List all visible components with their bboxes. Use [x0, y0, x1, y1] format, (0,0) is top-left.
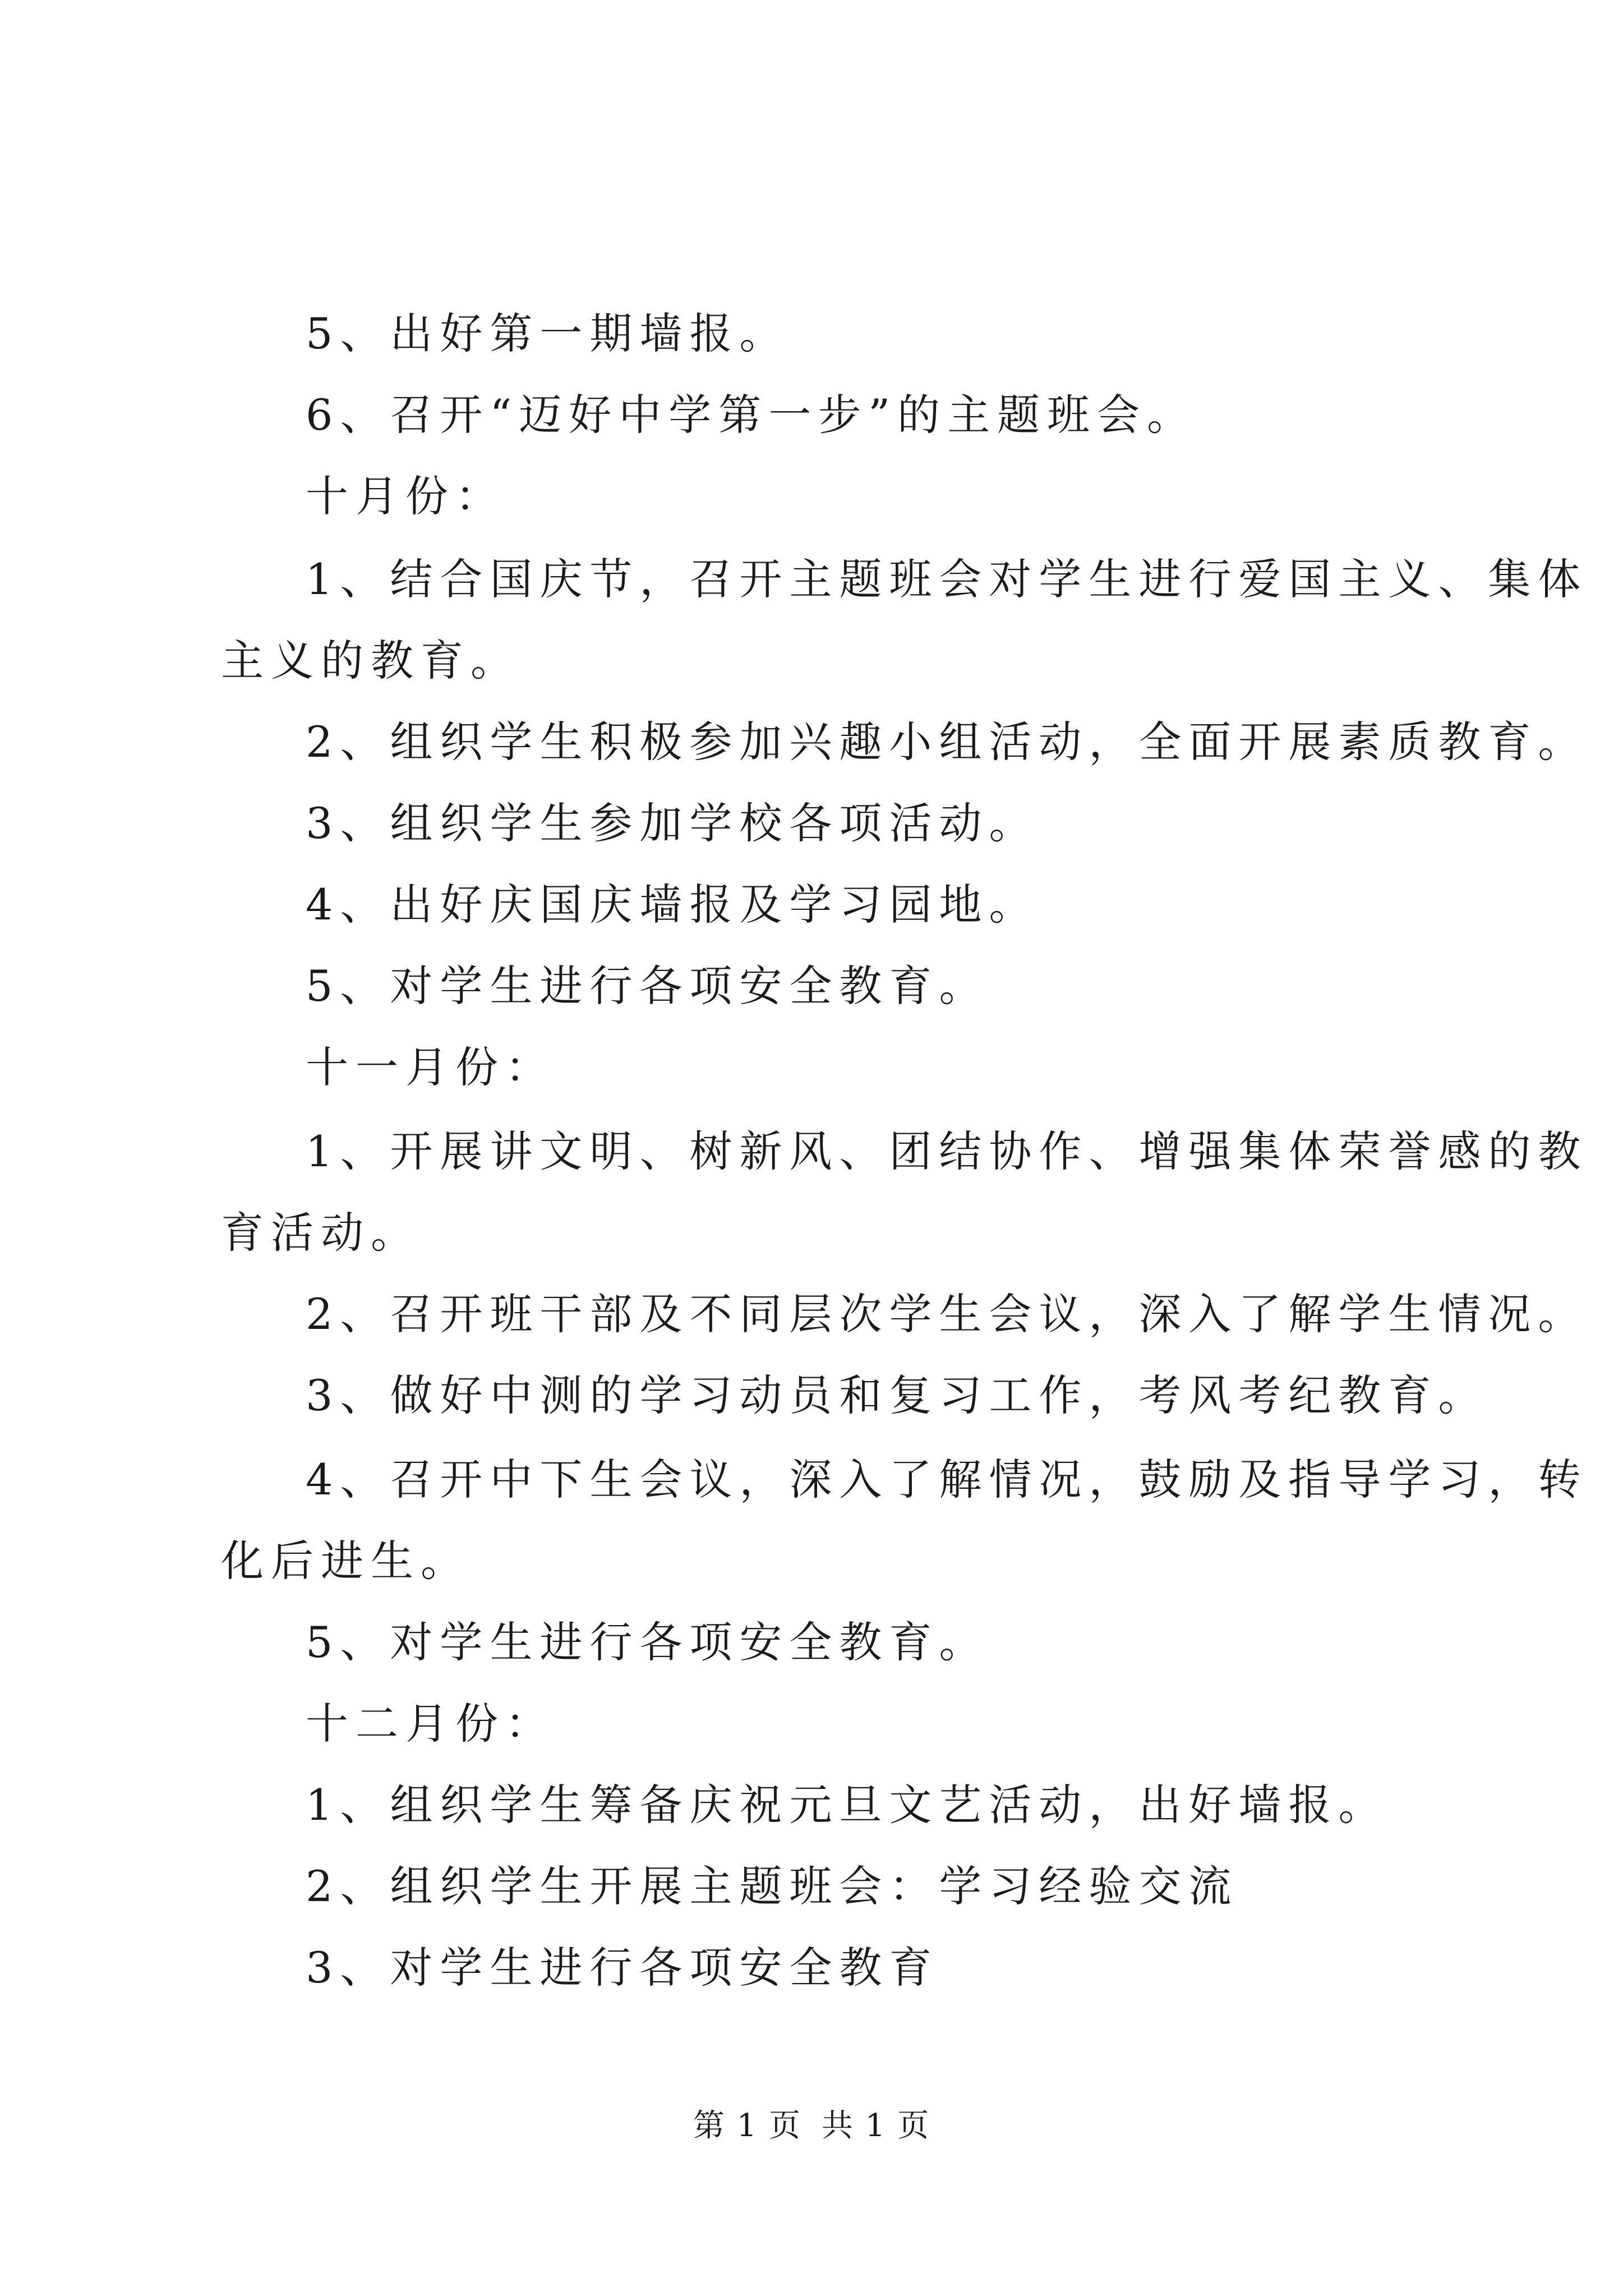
section-heading: 十一月份： — [306, 1042, 555, 1092]
paragraph-line: 育活动。 — [221, 1208, 421, 1258]
paragraph-line: 1、开展讲文明、树新风、团结协作、增强集体荣誉感的教 — [306, 1126, 1588, 1176]
paragraph-line: 化后进生。 — [221, 1536, 471, 1586]
paragraph-line: 1、组织学生筹备庆祝元旦文艺活动，出好墙报。 — [306, 1780, 1389, 1830]
paragraph-line: 5、对学生进行各项安全教育。 — [306, 961, 989, 1011]
section-heading: 十月份： — [306, 471, 505, 521]
paragraph-line: 2、组织学生开展主题班会：学习经验交流 — [306, 1861, 1239, 1911]
paragraph-line: 6、召开“迈好中学第一步”的主题班会。 — [306, 390, 1197, 440]
section-heading: 十二月份： — [306, 1699, 555, 1749]
paragraph-line: 2、组织学生积极参加兴趣小组活动，全面开展素质教育。 — [306, 717, 1588, 767]
paragraph-line: 5、出好第一期墙报。 — [306, 309, 790, 358]
paragraph-line: 主义的教育。 — [221, 636, 520, 685]
paragraph-line: 2、召开班干部及不同层次学生会议，深入了解学生情况。 — [306, 1289, 1588, 1339]
paragraph-line: 4、召开中下生会议，深入了解情况，鼓励及指导学习，转 — [306, 1455, 1588, 1504]
paragraph-line: 5、对学生进行各项安全教育。 — [306, 1617, 989, 1667]
paragraph-line: 3、对学生进行各项安全教育 — [306, 1943, 939, 1993]
page-number: 第 1 页 — [693, 2108, 801, 2144]
paragraph-line: 3、做好中测的学习动员和复习工作，考风考纪教育。 — [306, 1370, 1488, 1420]
paragraph-line: 4、出好庆国庆墙报及学习园地。 — [306, 880, 1039, 930]
paragraph-line: 1、结合国庆节，召开主题班会对学生进行爱国主义、集体 — [306, 554, 1588, 604]
page-total: 共 1 页 — [822, 2108, 930, 2144]
page-footer — [0, 2104, 1623, 2148]
paragraph-line: 3、组织学生参加学校各项活动。 — [306, 798, 1039, 848]
